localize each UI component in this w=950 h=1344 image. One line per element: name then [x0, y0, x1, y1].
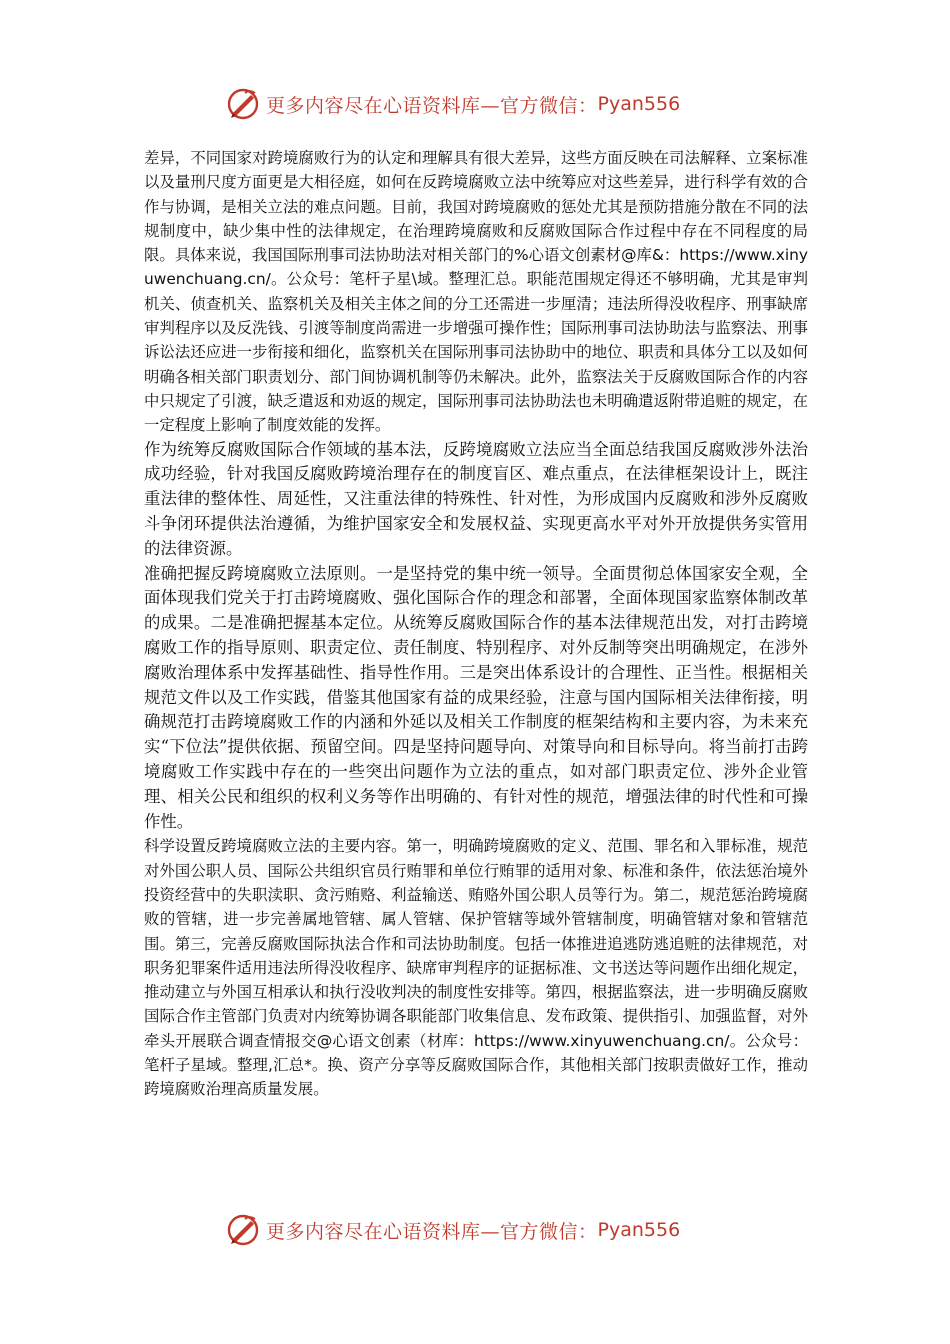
banner-text: 更多内容尽在心语资料库—官方微信：	[266, 1220, 598, 1243]
pen-logo-icon	[226, 87, 260, 121]
banner-text: 更多内容尽在心语资料库—官方微信：	[266, 94, 598, 117]
header-banner	[226, 86, 680, 122]
banner-wechat-id: Pyan556	[597, 93, 681, 115]
banner-wechat-id: Pyan556	[597, 1219, 681, 1241]
paragraph-1: 差异，不同国家对跨境腐败行为的认定和理解具有很大差异，这些方面反映在司法解释、立案标准以及量刑尺度方面更是大相径庭，如何在反跨境腐败立法中统筹应对这些差异，进行科学有效的合作与协调，是相关立法的难点问题。目前，我国对跨境腐败的惩处尤其是预防措施分散在不同的法规制度中，缺少集中性的法律规定，在治理跨境腐败和反腐败国际合作过程中存在不同程度的局限。具体来说，我国国际刑事司法协助法对相关部门的%心语文创素材@库&：https://www.xinyuwenchuang.cn/。公众号：笔杆子星\域。整理汇总。职能范围规定得还不够明确，尤其是审判机关、侦查机关、监察机关及相关主体之间的分工还需进一步厘清；违法所得没收程序、刑事缺席审判程序以及反洗钱、引渡等制度尚需进一步增强可操作性；国际刑事司法协助法与监察法、刑事诉讼法还应进一步衔接和细化，监察机关在国际刑事司法协助中的地位、职责和具体分工以及如何明确各相关部门职责划分、部门间协调机制等仍未解决。此外，监察法关于反腐败国际合作的内容中只规定了引渡，缺乏遣返和劝返的规定，国际刑事司法协助法也未明确遣返附带追赃的规定，在一定程度上影响了制度效能的发挥。	[144, 149, 808, 435]
paragraph-3: 准确把握反跨境腐败立法原则。一是坚持党的集中统一领导。全面贯彻总体国家安全观，全面体现我们党关于打击跨境腐败、强化国际合作的理念和部署，全面体现国家监察体制改革的成果。二是准确把握基本定位。从统筹反腐败国际合作的基本法律规范出发，对打击跨境腐败工作的指导原则、职责定位、责任制度、特别程序、对外反制等突出明确规定，在涉外腐败治理体系中发挥基础性、指导性作用。三是突出体系设计的合理性、正当性。根据相关规范文件以及工作实践，借鉴其他国家有益的成果经验，注意与国内国际相关法律衔接，明确规范打击跨境腐败工作的内涵和外延以及相关工作制度的框架结构和主要内容，为未来充实“下位法”提供依据、预留空间。四是坚持问题导向、对策导向和目标导向。将当前打击跨境腐败工作实践中存在的一些突出问题作为立法的重点，如对部门职责定位、涉外企业管理、相关公民和组织的权利义务等作出明确的、有针对性的规范，增强法律的时代性和可操作性。	[144, 563, 808, 831]
footer-banner	[226, 1212, 680, 1248]
pen-logo-icon	[226, 1213, 260, 1247]
paragraph-4: 科学设置反跨境腐败立法的主要内容。第一，明确跨境腐败的定义、范围、罪名和入罪标准，规范对外国公职人员、国际公共组织官员行贿罪和单位行贿罪的适用对象、标准和条件，依法惩治境外投资经营中的失职渎职、贪污贿赂、利益输送、贿赂外国公职人员等行为。第二，规范惩治跨境腐败的管辖，进一步完善属地管辖、属人管辖、保护管辖等域外管辖制度，明确管辖对象和管辖范围。第三，完善反腐败国际执法合作和司法协助制度。包括一体推进追逃防逃追赃的法律规范，对职务犯罪案件适用违法所得没收程序、缺席审判程序的证据标准、文书送达等问题作出细化规定，推动建立与外国互相承认和执行没收判决的制度性安排等。第四，根据监察法，进一步明确反腐败国际合作主管部门负责对内统筹协调各职能部门收集信息、发布政策、提供指引、加强监督，对外牵头开展联合调查情报交@心语文创素（材库：https://www.xinyuwenchuang.cn/。公众号：笔杆子星域。整理,汇总*。换、资产分享等反腐败国际合作，其他相关部门按职责做好工作，推动跨境腐败治理高质量发展。	[144, 837, 808, 1099]
document-body	[144, 146, 808, 1102]
paragraph-2: 作为统筹反腐败国际合作领域的基本法，反跨境腐败立法应当全面总结我国反腐败涉外法治成功经验，针对我国反腐败跨境治理存在的制度盲区、难点重点，在法律框架设计上，既注重法律的整体性、周延性，又注重法律的特殊性、针对性，为形成国内反腐败和涉外反腐败斗争闭环提供法治遵循，为维护国家安全和发展权益、实现更高水平对外开放提供务实管用的法律资源。	[144, 439, 808, 558]
